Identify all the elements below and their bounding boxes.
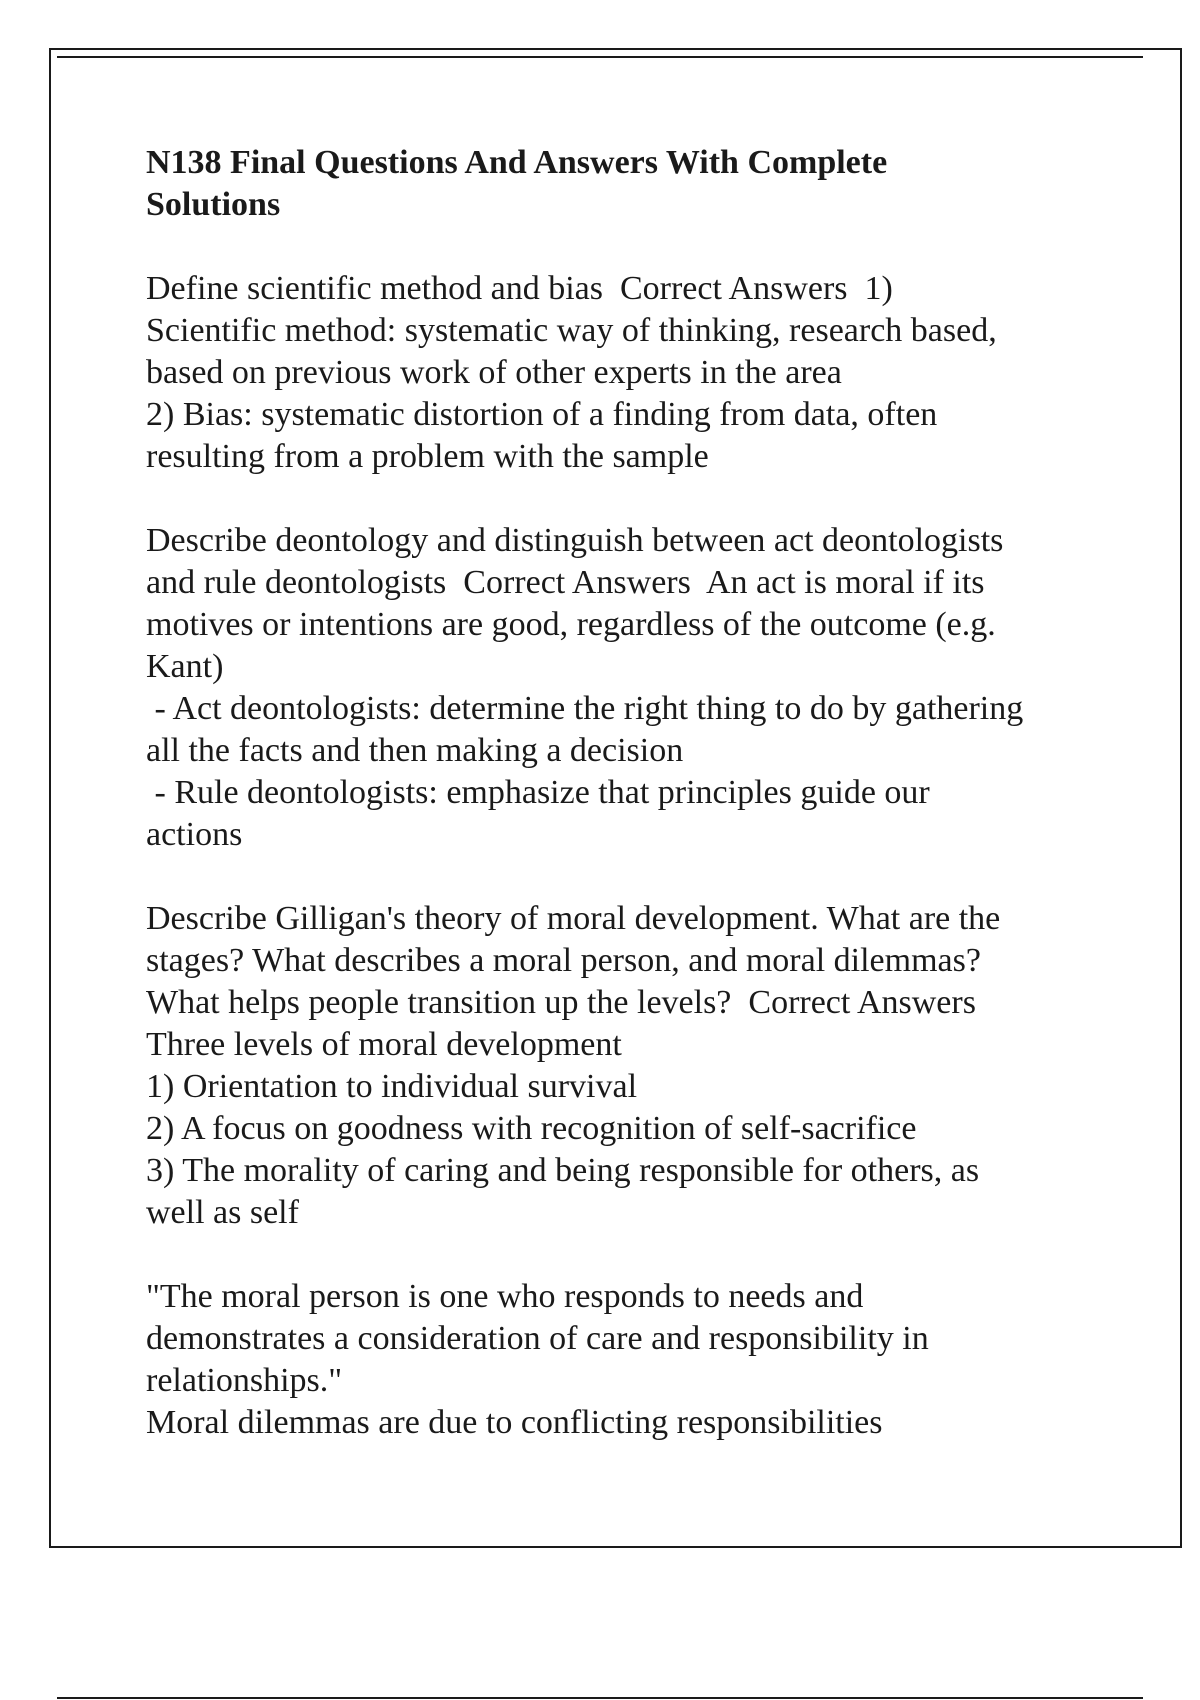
text-line: demonstrates a consideration of care and responsibility in [146,1320,929,1357]
text-line: Describe deontology and distinguish between act deontologists [146,522,1004,559]
text-line: all the facts and then making a decision [146,732,684,769]
text-line: relationships." [146,1362,343,1399]
text-line: 3) The morality of caring and being responsible for others, as [146,1152,980,1189]
text-line: What helps people transition up the levels? Correct Answers [146,984,976,1021]
text-line: Kant) [146,648,224,685]
text-line: resulting from a problem with the sample [146,438,709,475]
top-rule [57,56,1143,58]
text-line: Define scientific method and bias Correct Answers 1) [146,270,893,307]
qa-block-moral-person [146,1276,1106,1444]
document-body [146,142,1106,1486]
text-line: and rule deontologists Correct Answers An act is moral if its [146,564,985,601]
text-line: "The moral person is one who responds to needs and [146,1278,864,1315]
text-line: stages? What describes a moral person, and moral dilemmas? [146,942,981,979]
text-line: Three levels of moral development [146,1026,622,1063]
document-title: N138 Final Questions And Answers With Complete Solutions [146,144,888,223]
text-line: 2) Bias: systematic distortion of a finding from data, often [146,396,938,433]
text-line: Describe Gilligan's theory of moral development. What are the [146,900,1001,937]
text-line: Moral dilemmas are due to conflicting responsibilities [146,1404,883,1441]
qa-block-gilligan-theory [146,898,1106,1234]
text-line: 1) Orientation to individual survival [146,1068,638,1105]
text-line: Scientific method: systematic way of thinking, research based, [146,312,997,349]
text-line: 2) A focus on goodness with recognition of self-sacrifice [146,1110,917,1147]
qa-block-deontology [146,520,1106,856]
text-line: well as self [146,1194,299,1231]
text-line: - Act deontologists: determine the right thing to do by gathering [146,690,1024,727]
bottom-rule [57,1697,1143,1699]
text-line: based on previous work of other experts in the area [146,354,842,391]
qa-block-scientific-method [146,268,1106,478]
text-line: motives or intentions are good, regardless of the outcome (e.g. [146,606,996,643]
text-line: - Rule deontologists: emphasize that principles guide our [146,774,930,811]
text-line: actions [146,816,243,853]
